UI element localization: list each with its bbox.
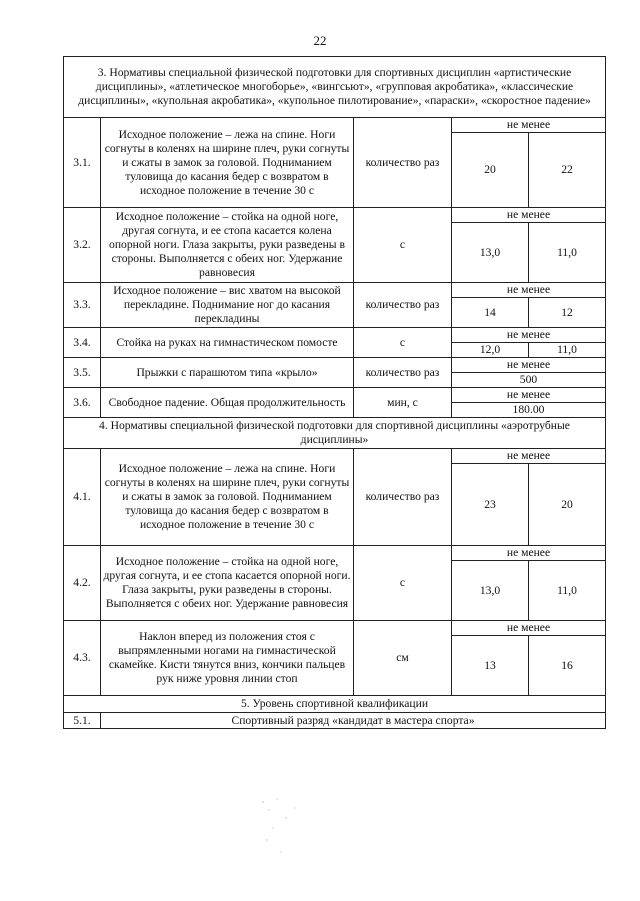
min-label: не менее: [452, 328, 605, 343]
value-primary: 12,0: [479, 343, 501, 356]
row-number: 5.1.: [64, 713, 101, 729]
min-label: не менее: [452, 388, 605, 403]
section-header-row: [64, 418, 606, 449]
norm-values-wrap: [452, 621, 605, 695]
measure-unit: количество раз: [354, 283, 452, 328]
norm-values: [452, 208, 606, 283]
table-row: [64, 328, 606, 358]
norm-values-wrap: [452, 358, 605, 387]
exercise-description: Исходное положение – вис хватом на высокой перекладине. Поднимание ног до касания перекладины: [101, 283, 354, 328]
table-row: [64, 449, 606, 546]
norm-values-wrap: [452, 208, 605, 282]
exercise-description: Исходное положение – стойка на одной ноге, другая согнута, и ее стопа касается опорной ноги. Глаза закрыты, руки разведены в стороны. Выполняется с обеих ног. Удержание равновесия: [101, 546, 354, 621]
min-label: не менее: [452, 208, 605, 223]
qualification-text: Спортивный разряд «кандидат в мастера спорта»: [101, 713, 606, 729]
row-number: 3.5.: [64, 358, 101, 388]
values-row: [452, 223, 605, 282]
value-primary: 20: [484, 163, 496, 176]
exercise-description: Наклон вперед из положения стоя с выпрямленными ногами на гимнастической скамейке. Кисти тянутся вниз, кончики пальцев рук ниже уровня линии стоп: [101, 621, 354, 696]
norm-values: [452, 328, 606, 358]
section-title: 5. Уровень спортивной квалификации: [64, 696, 606, 713]
page-number: 22: [313, 33, 327, 48]
values-row: [452, 464, 605, 545]
norms-table: [63, 56, 606, 729]
norm-values-wrap: [452, 283, 605, 327]
value-primary: 500: [519, 373, 538, 386]
section-title: 4. Нормативы специальной физической подготовки для спортивной дисциплины «аэротрубные дисциплины»: [64, 418, 606, 449]
value-secondary: 11,0: [528, 561, 605, 620]
table-row: [64, 208, 606, 283]
value-secondary: 12: [528, 298, 605, 327]
norm-values: [452, 283, 606, 328]
norm-values: [452, 388, 606, 418]
table-row: [64, 621, 606, 696]
values-row: [452, 373, 605, 387]
table-row: [64, 713, 606, 729]
value-primary: 23: [484, 497, 496, 511]
measure-unit: с: [354, 208, 452, 283]
norm-values-wrap: [452, 388, 605, 417]
value-secondary: 20: [528, 464, 605, 545]
scan-artifact: [255, 790, 315, 870]
measure-unit: с: [354, 546, 452, 621]
table-row: [64, 283, 606, 328]
exercise-description: Исходное положение – стойка на одной ноге, другая согнута, и ее стопа касается колена опорной ноги. Глаза закрыты, руки разведены в стороны. Выполняется с обеих ног. Удержание равновесия: [101, 208, 354, 283]
table-row: [64, 546, 606, 621]
min-label: не менее: [452, 621, 605, 636]
exercise-description: Исходное положение – лежа на спине. Ноги согнуты в коленях на ширине плеч, руки согнуты и сжаты в замок за головой. Подниманием туловища до касания бедер с возвратом в исходное положение в течение 30 с: [101, 449, 354, 546]
norm-values: [452, 449, 606, 546]
value-primary: 13,0: [479, 245, 501, 259]
row-number: 3.1.: [64, 118, 101, 208]
norm-values: [452, 546, 606, 621]
value-secondary: 11,0: [528, 343, 605, 357]
section-header-row: [64, 696, 606, 713]
min-label: не менее: [452, 449, 605, 464]
value-primary: 13,0: [479, 583, 501, 597]
section-title: 3. Нормативы специальной физической подготовки для спортивных дисциплин «артистические дисциплины», «атлетическое многоборье», «вингсьют», «групповая акробатика», «классические дисциплины», «купольная акробатика», «купольное пилотирование», «параски», «скоростное падение»: [64, 57, 606, 118]
norm-values-wrap: [452, 118, 605, 207]
row-number: 3.4.: [64, 328, 101, 358]
values-row: [452, 561, 605, 620]
measure-unit: количество раз: [354, 118, 452, 208]
table-row: [64, 358, 606, 388]
row-number: 3.3.: [64, 283, 101, 328]
row-number: 4.1.: [64, 449, 101, 546]
exercise-description: Исходное положение – лежа на спине. Ноги согнуты в коленях на ширине плеч, руки согнуты и сжаты в замок за головой. Подниманием туловища до касания бедер с возвратом в исходное положение в течение 30 с: [101, 118, 354, 208]
value-primary: 180.00: [512, 403, 545, 416]
values-row: [452, 636, 605, 695]
value-secondary: 22: [528, 133, 605, 207]
values-row: [452, 133, 605, 207]
table-row: [64, 388, 606, 418]
measure-unit: см: [354, 621, 452, 696]
value-secondary: 16: [528, 636, 605, 695]
exercise-description: Стойка на руках на гимнастическом помосте: [101, 328, 354, 358]
value-secondary: 11,0: [528, 223, 605, 282]
min-label: не менее: [452, 358, 605, 373]
exercise-description: Свободное падение. Общая продолжительность: [101, 388, 354, 418]
section-header-row: [64, 57, 606, 118]
row-number: 3.6.: [64, 388, 101, 418]
norm-values-wrap: [452, 449, 605, 545]
measure-unit: с: [354, 328, 452, 358]
measure-unit: мин, с: [354, 388, 452, 418]
row-number: 4.3.: [64, 621, 101, 696]
value-primary: 14: [484, 305, 496, 319]
row-number: 3.2.: [64, 208, 101, 283]
norm-values: [452, 621, 606, 696]
values-row: [452, 403, 605, 417]
row-number: 4.2.: [64, 546, 101, 621]
values-row: [452, 298, 605, 327]
table-row: [64, 118, 606, 208]
min-label: не менее: [452, 118, 605, 133]
norm-values: [452, 358, 606, 388]
values-row: [452, 343, 605, 357]
norm-values-wrap: [452, 328, 605, 357]
norm-values-wrap: [452, 546, 605, 620]
min-label: не менее: [452, 546, 605, 561]
measure-unit: количество раз: [354, 449, 452, 546]
min-label: не менее: [452, 283, 605, 298]
value-primary: 13: [484, 658, 496, 672]
measure-unit: количество раз: [354, 358, 452, 388]
norm-values: [452, 118, 606, 208]
exercise-description: Прыжки с парашютом типа «крыло»: [101, 358, 354, 388]
